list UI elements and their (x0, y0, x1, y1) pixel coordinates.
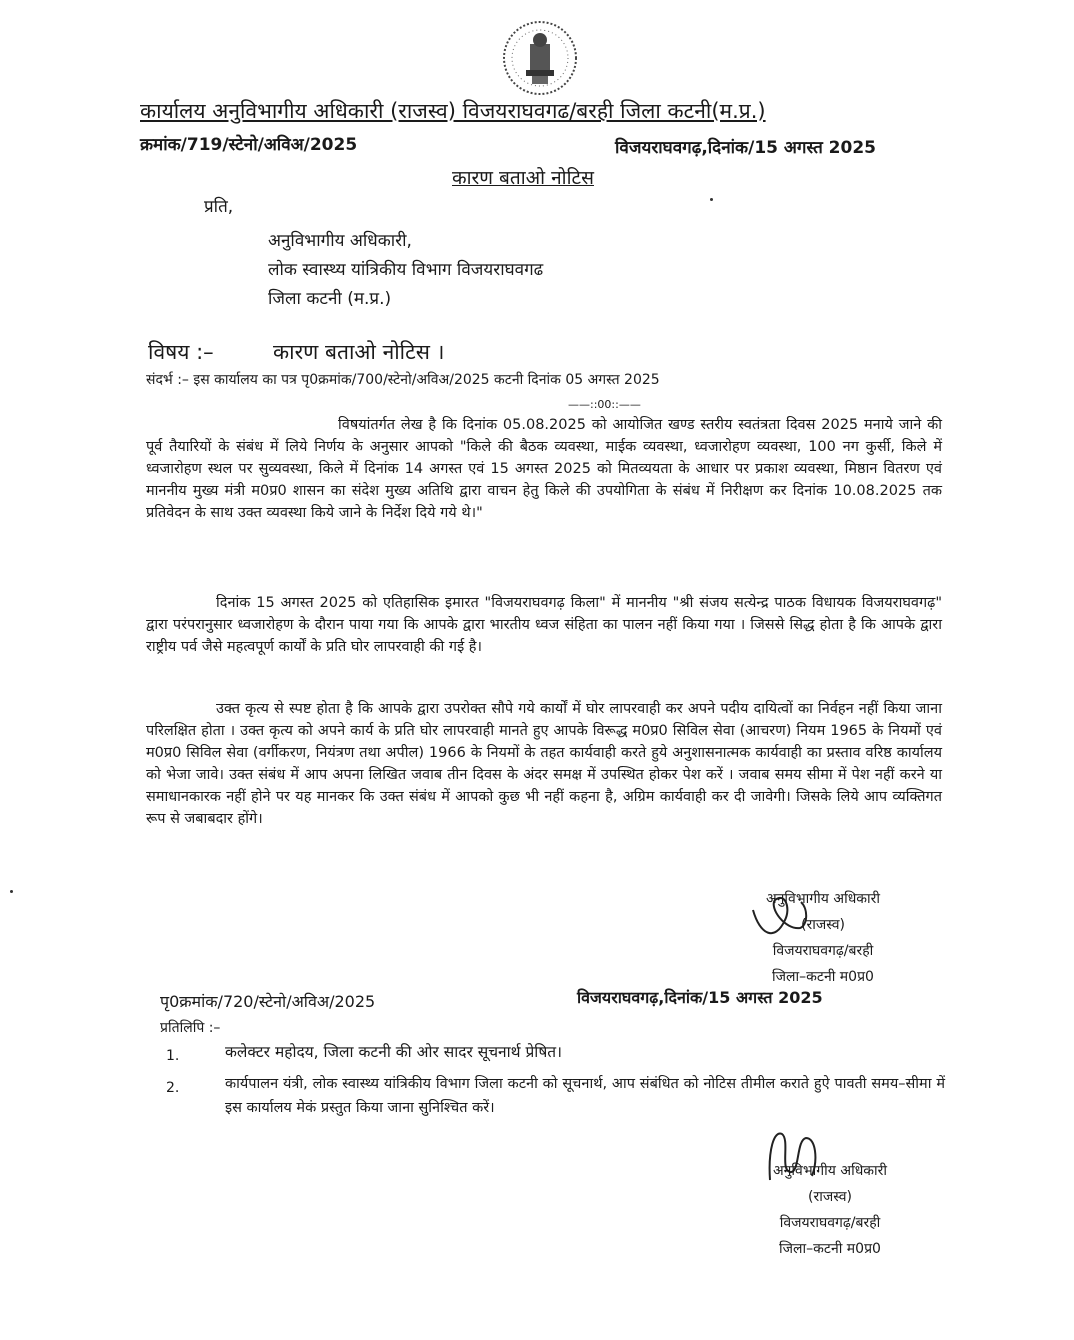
copy-item-text: कलेक्टर महोदय, जिला कटनी की ओर सादर सूचनार्थ प्रेषित। (225, 1043, 562, 1061)
sig2-district: जिला–कटनी म0प्र0 (779, 1241, 881, 1257)
scan-speck (710, 198, 713, 201)
body-paragraph-1: विषयांतर्गत लेख है कि दिनांक 05.08.2025 को आयोजित खण्ड स्तरीय स्वतंत्रता दिवस 2025 मनाये जाने की पूर्व तैयारियों के संबंध में लिये निर्णय के अनुसार आपको "किले की बैठक व्यवस्था, माईक व्यवस्था, ध्वजारोहण व्यवस्था, 100 नग कुर्सी, किले में ध्वजारोहण स्थल पर सुव्यवस्था, किले में दिनांक 14 अगस्त एवं 15 अगस्त 2025 को मितव्ययता के आधार पर प्रकाश व्यवस्था, मिष्ठान वितरण एवं माननीय मुख्य मंत्री म0प्र0 शासन का संदेश मुख्य अतिथि द्वारा वाचन हेतु किले की उपयोगिता के संबंध में निरीक्षण कर दिनांक 10.08.2025 तक प्रतिवेदन के साथ उक्त व्यवस्था किये जाने के निर्देश दिये गये थे।" (146, 417, 942, 521)
sig1-designation: अनुविभागीय अधिकारी (765, 891, 881, 907)
sig1-place: विजयराघवगढ़/बरही (772, 943, 874, 959)
body-paragraph-2: दिनांक 15 अगस्त 2025 को एतिहासिक इमारत "विजयराघवगढ़ किला" में माननीय "श्री संजय सत्येन्द्र पाठक विधायक विजयराघवगढ़" द्वारा परंपरानुसार ध्वजारोहण के दौरान पाया गया कि आपके द्वारा भारतीय ध्वज संहिता का पालन नहीं किया गया । जिससे सिद्ध होता है कि आपके द्वारा राष्ट्रीय पर्व जैसे महत्वपूर्ण कार्यों के प्रति घोर लापरवाही की गई है। (146, 595, 942, 655)
signature-block-2 (735, 1158, 925, 1262)
signature-block-1 (728, 886, 918, 990)
divider: ——::00::—— (568, 398, 641, 411)
reference-line: संदर्भ :– इस कार्यालय का पत्र पृ0क्रमांक/700/स्टेनो/अविअ/2025 कटनी दिनांक 05 अगस्त 2025 (146, 372, 660, 388)
office-title: कार्यालय अनुविभागीय अधिकारी (राजस्व) विजयराघवगढ/बरही जिला कटनी(म.प्र.) (140, 99, 766, 123)
state-emblem-icon (500, 18, 580, 100)
addressee-line1: अनुविभागीय अधिकारी, (268, 231, 412, 251)
sig2-designation: अनुविभागीय अधिकारी (772, 1163, 888, 1179)
subject-text: कारण बताओ नोटिस । (273, 340, 445, 364)
endorsement-place-date: विजयराघवगढ़,दिनांक/15 अगस्त 2025 (577, 988, 823, 1007)
prati-label: प्रति, (204, 197, 234, 217)
scan-speck (10, 890, 13, 893)
subject-label: विषय :– (148, 340, 214, 364)
letter-number: क्रमांक/719/स्टेनो/अविअ/2025 (140, 135, 358, 155)
addressee-line2: लोक स्वास्थ्य यांत्रिकीय विभाग विजयराघवगढ (268, 260, 544, 280)
sig2-dept: (राजस्व) (808, 1189, 852, 1205)
body-paragraph-3: उक्त कृत्य से स्पष्ट होता है कि आपके द्वारा उपरोक्त सौपे गये कार्यों में घोर लापरवाही कर अपने पदीय दायित्वों का निर्वहन नहीं किया जाना परिलक्षित होता । उक्त कृत्य को अपने कार्य के प्रति घोर लापरवाही मानते हुए आपके विरूद्ध म0प्र0 सिविल सेवा (आचरण) नियम 1965 के नियमों एवं म0प्र0 सिविल सेवा (वर्गीकरण, नियंत्रण तथा अपील) 1966 के नियमों के तहत कार्यवाही करते हुये अनुशासनात्मक कार्यवाही का प्रस्ताव वरिष्ठ कार्यालय को भेजा जावे। उक्त संबंध में आप अपना लिखित जवाब तीन दिवस के अंदर समक्ष में उपस्थित होकर पेश करें । जवाब समय सीमा में पेश नहीं करने या समाधानकारक नहीं होने पर यह मानकर कि उक्त संबंध में आपको कुछ भी नहीं कहना है, अग्रिम कार्यवाही कर दी जावेगी। जिसके लिये आप व्यक्तिगत रूप से जबाबदार होंगे। (146, 701, 942, 827)
sig1-district: जिला–कटनी म0प्र0 (772, 969, 874, 985)
copy-label: प्रतिलिपि :– (160, 1020, 221, 1036)
copy-item-number: 1. (166, 1048, 180, 1064)
sig1-dept: (राजस्व) (801, 917, 845, 933)
endorsement-number: पृ0क्रमांक/720/स्टेनो/अविअ/2025 (160, 992, 376, 1011)
addressee-line3: जिला कटनी (म.प्र.) (268, 289, 392, 309)
sig2-place: विजयराघवगढ़/बरही (779, 1215, 881, 1231)
letter-place-date: विजयराघवगढ़,दिनांक/15 अगस्त 2025 (615, 138, 876, 158)
notice-title: कारण बताओ नोटिस (452, 167, 594, 189)
copy-item-text: कार्यपालन यंत्री, लोक स्वास्थ्य यांत्रिकीय विभाग जिला कटनी को सूचनार्थ, आप संबंधित को नोटिस तीमील कराते हुऐ पावती समय–सीमा में इस कार्यालय मेकं प्रस्तुत किया जाना सुनिश्चित करें। (225, 1076, 945, 1116)
copy-item-number: 2. (166, 1080, 180, 1096)
